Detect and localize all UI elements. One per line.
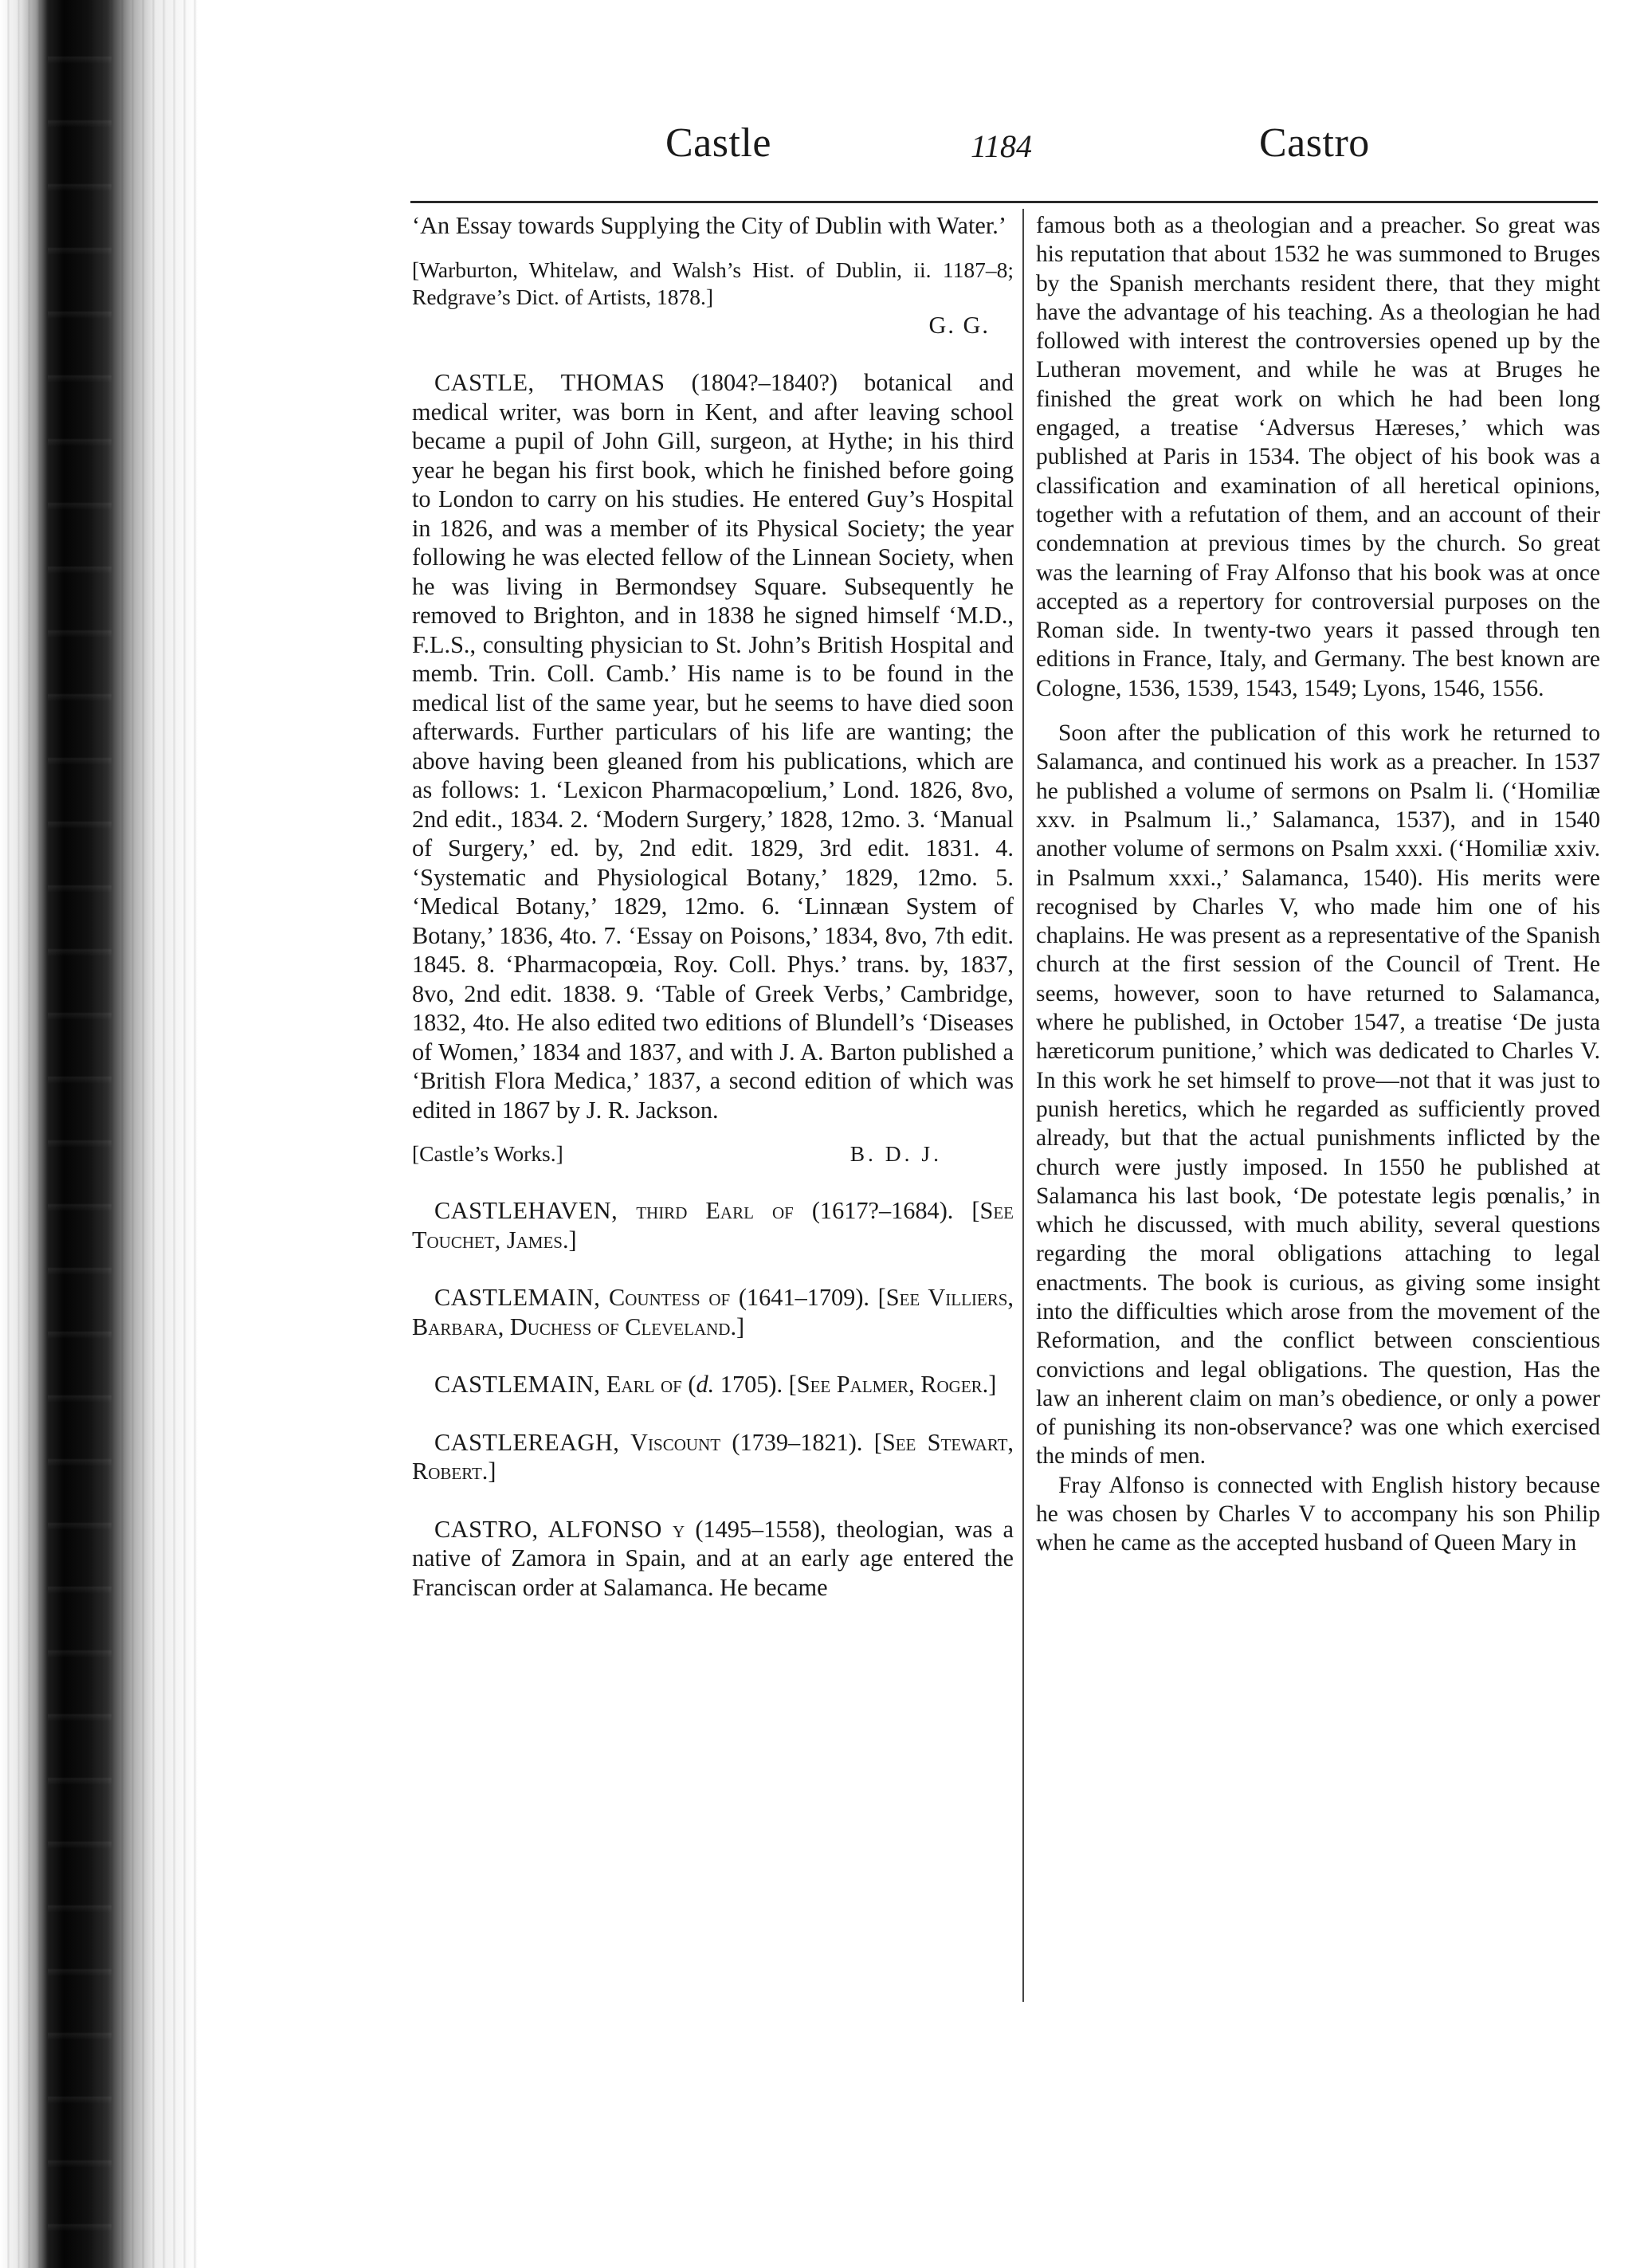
running-header	[410, 120, 1606, 191]
page-number: 1184	[971, 128, 1033, 164]
entry-heading: CASTLEMAIN,	[434, 1371, 601, 1398]
author-initials: G. G.	[928, 311, 990, 339]
paragraph: famous both as a theologian and a preacher. So great was his reputation that about 1532 he was summoned to Bruges by the Spanish merchants resident there, that they might have the advantage of his teaching. As a theologian he had followed with interest the controversies opened up by the Lutheran movement, and while he was at Bruges he finished the great work on which he had been long engaged, a treatise ‘Adversus Hæreses,’ which was published at Paris in 1534. The object of his book was a classification and examination of all heretical opinions, together with a refutation of them, and an account of their condemnation at previous times by the church. So great was the learning of Fray Alfonso that his book was at once accepted as a repertory for controversial purposes on the Roman side. In twenty-two years it passed through ten editions in France, Italy, and Germany. The best known are Cologne, 1536, 1539, 1543, 1549; Lyons, 1546, 1556.	[1036, 213, 1600, 701]
reference-text: [Warburton, Whitelaw, and Walsh’s Hist. of Dublin, ii. 1187–8; Redgrave’s Dict. of Artists, 1878.]	[412, 257, 1014, 309]
died-abbreviation: d.	[696, 1371, 715, 1398]
entry-heading: CASTLE, THOMAS	[434, 369, 665, 396]
header-right-word: Castro	[1259, 120, 1370, 166]
entry-body: Earl of (	[600, 1371, 696, 1398]
entry-heading: CASTLEMAIN,	[434, 1284, 601, 1311]
reference-note	[412, 257, 1014, 311]
right-column	[1036, 211, 1600, 1558]
entry-body: botanical and medical writer, was born in Kent, and after leaving school became a pupil of John Gill, surgeon, at Hythe; in his third year he began his first book, which he finished before going to London to carry on his studies. He entered Guy’s Hospital in 1826, and was a member of its Physical Society; the year following he was elected fellow of the Linnean Society, when he was living in Bermondsey Square. Subsequently he removed to Brighton, and in 1838 he signed himself ‘M.D., F.L.S., consulting physician to St. John’s British Hospital and memb. Trin. Coll. Camb.’ His name is to be found in the medical list of the same year, but he seems to have died soon afterwards. Further particulars of his life are wanting; the above having been gleaned from his publications, which are as follows: 1. ‘Lexicon Pharmacopœlium,’ Lond. 1826, 8vo, 2nd edit., 1834. 2. ‘Modern Surgery,’ 1828, 12mo. 3. ‘Manual of Surgery,’ ed. by, 2nd edit. 1829, 3rd edit. 1831. 4. ‘Systematic and Physiological Botany,’ 1829, 12mo. 5. ‘Medical Botany,’ 1829, 12mo. 6. ‘Linnæan System of Botany,’ 1836, 4to. 7. ‘Essay on Poisons,’ 1834, 8vo, 7th edit. 1845. 8. ‘Pharmacopœia, Roy. Coll. Phys.’ trans. by, 1837, 8vo, 2nd edit. 1838. 9. ‘Table of Greek Verbs,’ Cambridge, 1832, 4to. He also edited two editions of Blundell’s ‘Diseases of Women,’ 1834 and 1837, and with J. A. Barton published a ‘British Flora Medica,’ 1837, a second edition of which was edited in 1867 by J. R. Jackson.	[412, 369, 1014, 1124]
entry-heading: CASTRO, ALFONSO	[434, 1515, 662, 1543]
paragraph: Fray Alfonso is connected with English history because he was chosen by Charles V to accompany his son Philip when he came as the accepted husband of Queen Mary in	[1036, 1472, 1600, 1556]
entry-body: (1495–1558), theologian, was a native of Zamora in Spain, and at an early age entered the Franciscan order at Salamanca. He became	[412, 1515, 1014, 1601]
header-left-word: Castle	[665, 120, 771, 166]
entry-heading: CASTLEHAVEN,	[434, 1197, 618, 1224]
entry-castlehaven	[412, 1196, 1014, 1254]
entry-body: 1705). [See Palmer, Roger.]	[714, 1371, 997, 1398]
binding-shadow	[48, 0, 112, 2268]
entry-castle-thomas	[412, 368, 1014, 1124]
author-initials: B. D. J.	[850, 1141, 942, 1166]
entry-heading: CASTLEREAGH,	[434, 1428, 620, 1456]
signature-line	[412, 311, 1014, 340]
entry-castlemain-countess	[412, 1283, 1014, 1341]
reference-note	[412, 1140, 1014, 1167]
paragraph: Soon after the publication of this work he returned to Salamanca, and continued his work as a preacher. In 1537 he published a volume of sermons on Psalm li. (‘Homiliæ xxv. in Psalmum li.,’ Salamanca, 1537), and in 1540 another volume of sermons on Psalm xxxi. (‘Homiliæ xxiv. in Psalmum xxxi.,’ Salamanca, 1540). His merits were recognised by Charles V, who made him one of his chaplains. He was present as a representative of the Spanish church at the first session of the Council of Trent. He seems, however, soon to have returned to Salamanca, where he published, in October 1547, a treatise ‘De justa hæreticorum punitione,’ which was dedicated to Charles V. In this work he set himself to prove—not that it was just to punish heretics, which he regarded as sufficiently proved already, but that the actual punishments inflicted by the church were justly imposed. In 1550 he published at Salamanca his last book, ‘De potestate legis pœnalis,’ in which he discussed, with much ability, several questions regarding the moral obligations attaching to legal enactments. The book is curious, as giving some insight into the difficulties which arose from the movement of the Reformation, and the conflict between conscientious convictions and legal obligations. The question, Has the law an inherent claim on man’s obedience, or only a power of punishing its non-observance? was one which exercised the minds of men.	[1036, 720, 1600, 1469]
entry-castlemain-earl	[412, 1370, 1014, 1399]
entry-dates: (1804?–1840?)	[665, 369, 838, 396]
entry-name-particle: y	[661, 1515, 685, 1543]
entry-castlereagh	[412, 1428, 1014, 1486]
reference-text: [Castle’s Works.]	[412, 1141, 563, 1166]
entry-body: Countess of (1641–1709). [See Villiers, Barbara, Duchess of Cleveland.]	[412, 1284, 1014, 1340]
entry-castro-alfonso	[412, 1515, 1014, 1603]
left-column	[412, 211, 1014, 1602]
entry-body: third Earl of (1617?–1684). [See Touchet, James.]	[412, 1197, 1014, 1254]
header-rule	[410, 201, 1598, 203]
column-divider	[1022, 209, 1024, 2002]
paragraph: ‘An Essay towards Supplying the City of Dublin with Water.’	[412, 212, 1006, 239]
entry-body: Viscount (1739–1821). [See Stewart, Robert.]	[412, 1428, 1014, 1485]
